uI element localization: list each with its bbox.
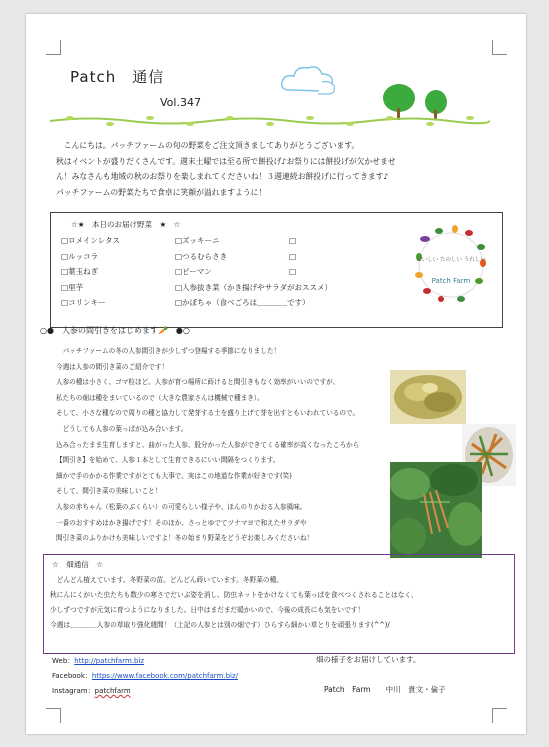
vine-divider [50,114,490,128]
logo-text: Patch Farm [431,277,471,285]
corner-mark-top-right [492,40,507,55]
section-line: 人参の赤ちゃん（松葉のぶくらい）の可愛らしい様子や、ほんのりかおる人参風味。 [56,502,307,511]
section-line: 【間引き】を始めて、人参１本として生育できるにいい間隔をつくります。 [56,456,280,465]
facebook-link[interactable]: https://www.facebook.com/patchfarm.biz/ [91,672,238,680]
instagram-label: Instagram： [52,687,95,695]
vegetable-item: □コリンキー [61,298,106,307]
web-link[interactable]: http://patchfarm.biz [74,657,145,665]
document-page [26,14,526,734]
corner-mark-bottom-right [492,708,507,723]
vegetable-item: □ [289,251,297,261]
delivery-column-3 [289,233,296,280]
vegetable-item: □里芋 [61,282,84,292]
vegetable-item: □ [289,236,297,245]
section-line: 細かで手のかかる作業ですがとても大事で、実はこの地道な作業が好きです(笑) [56,471,292,480]
section-line: そして、間引き菜の美味しいこと！ [56,487,162,496]
delivery-column-2 [175,233,332,311]
vegetable-item: □ロメインレタス [61,236,120,245]
instagram-handle: patchfarm [94,687,131,695]
footer-note: 畑の様子をお届けしています。 [316,655,421,664]
vegetable-item: □葉玉ねぎ [61,267,99,276]
delivery-column-1 [61,233,120,311]
farm-news-line: 今週は＿＿＿＿人参の草取り強化週間！（上記の人参とは別の畑です）ひらすら細かい草とりを頑張ります(^^)/ [50,621,390,629]
carrot-thinning-photo [390,462,482,558]
vegetable-item: □ズッキーニ [175,236,220,245]
intro-line: 秋はイベントが盛りだくさんです。週末土曜では至る所で餅投げ♪お祭りには餅投げが欠かせませ [56,156,396,166]
section-line: そして、小さな種なので周りの種と協力して発芽する土を盛り上げて芽を出すともいわれているので。 [56,409,360,418]
logo-tagline: おいしい たのしい うれしい [416,257,486,263]
section-line: 込み合ったまま生育しますと、曲がった人参、股分かった人参ができてくる確率が高くなったころから [56,440,360,449]
section-line: 一番のおすすめはかき揚げです！そのほか、さっとゆでてツナマヨで和えたサラダや [56,518,307,527]
section-line: 私たちの畑は種をまいているので（大きな農家さんは機械で種まき）。 [56,393,264,402]
farm-news-body [50,573,418,633]
corner-mark-top-left [46,40,61,55]
vegetable-item: □人参抜き菜（かき揚げやサラダがおススメ） [175,282,333,292]
vegetable-item: □つるむらさき [175,251,228,261]
vegetable-item: □ルッコラ [61,251,99,261]
intro-paragraph [56,138,518,200]
facebook-label: Facebook： [52,672,92,680]
farm-news-title: ☆ 畑通信 ☆ [52,560,103,569]
section-line: どうしても人参の葉っぱが込み合います。 [56,424,188,433]
patch-farm-logo [411,221,491,321]
section-line: パッチファームの冬の人参間引きが少しずつ登場する季節になりました！ [56,347,281,355]
web-label: Web： [52,657,75,665]
volume-number: Vol.347 [160,96,201,109]
intro-line: ん！みなさんも地域の秋のお祭りを楽しまれてくださいね！３週連続お餅投げに行ってきます♪ [56,172,389,181]
intro-line: こんにちは。パッチファームの旬の野菜をご注文頂きましてありがとうございます。 [56,141,360,150]
corner-mark-bottom-left [46,708,61,723]
footer-signature: Patch Farm 中川 貴文・倫子 [324,685,446,694]
section-line: 人参の種は小さく、ゴマ粒ほど。人参が育つ場所に蒔けると間引きもなく効率がいいのですが、 [56,378,340,387]
cloud-icon [278,60,338,100]
delivery-list-title: ☆★ 本日のお届け野菜 ★ ☆ [71,220,181,229]
newsletter-title: Patch 通信 [70,68,165,86]
delivery-list-box [50,212,503,328]
footer-links [52,654,238,699]
vegetable-item: □かぼちゃ（食べごろは＿＿＿＿です） [175,298,310,307]
section-title: ○● 人参の間引きをはじめます🥕 ●○ [40,326,190,335]
farm-news-line: 少しずつですが元気に育つようになりました。日中はまだまだ暖かいので、今後の成長にも気をいです！ [50,606,365,614]
vegetable-item: □ [289,267,297,276]
intro-line: パッチファームの野菜たちで食卓に笑顔が溢れますように！ [56,187,267,197]
section-line: 今週は人参の間引き菜のご紹介です！ [56,362,169,371]
carrot-leaf-tempura-photo [390,370,466,424]
farm-news-line: 秋にんにくがいた虫たちも数少の寒さでだいぶ姿を消し、防虫ネットをかけなくても葉っぱを食べつくされることはなく、 [50,591,418,599]
farm-news-box [43,554,515,654]
farm-news-line: どんどん植えています。冬野菜の苗。どんどん蒔いています。冬野菜の種。 [50,576,283,584]
vegetable-item: □ピーマン [175,267,212,276]
section-line: 間引き菜のふりかけも美味しいですよ！冬の始まり野菜をどうぞお楽しみくださいね！ [56,534,314,543]
